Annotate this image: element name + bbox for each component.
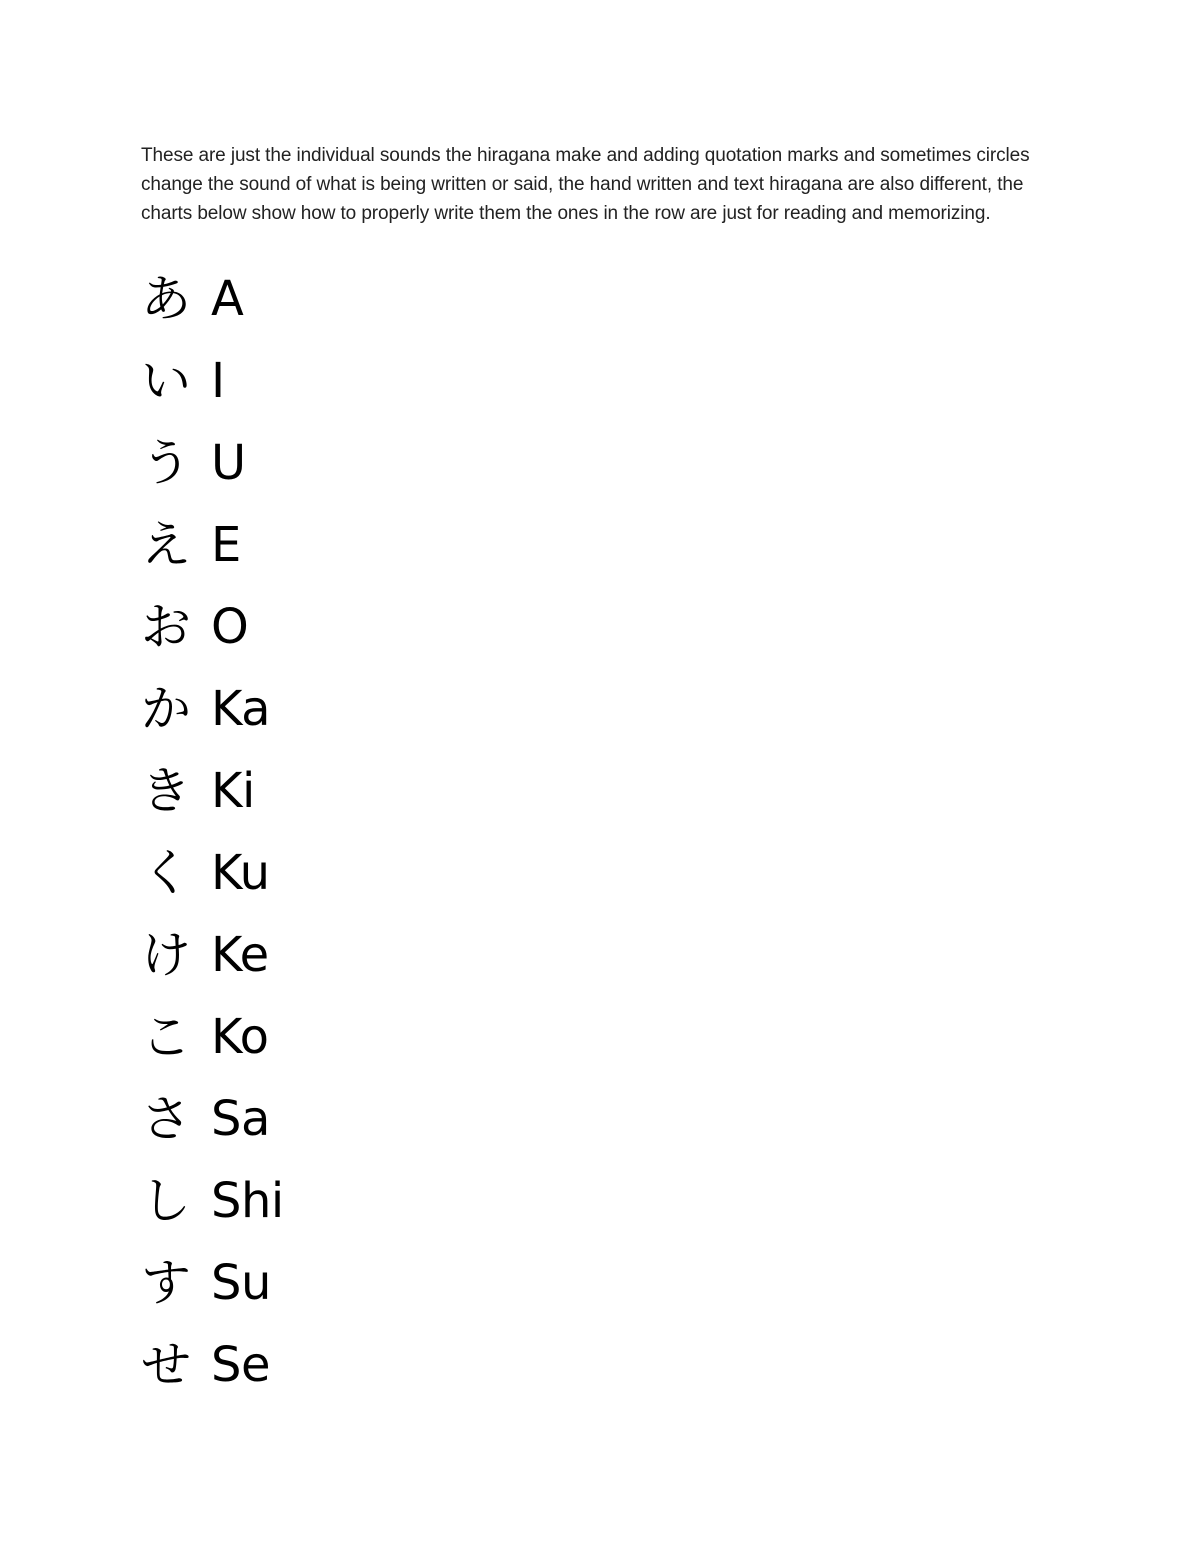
hiragana-character: お <box>141 598 191 656</box>
romaji-reading: A <box>211 271 244 327</box>
hiragana-list <box>141 258 541 1406</box>
intro-paragraph: These are just the individual sounds the hiragana make and adding quotation marks and sometimes circles change the sound of what is being written or said, the hand written and text hiragana are also different, the charts below show how to properly write them the ones in the row are just for reading and memorizing. <box>141 145 1030 224</box>
hiragana-character: あ <box>141 270 191 328</box>
kana-row-sa <box>141 1078 541 1160</box>
hiragana-character: け <box>141 926 191 984</box>
romaji-reading: E <box>211 517 241 573</box>
kana-row-shi <box>141 1160 541 1242</box>
romaji-reading: I <box>211 353 225 409</box>
hiragana-character: す <box>141 1254 191 1312</box>
romaji-reading: O <box>211 599 249 655</box>
kana-row-o <box>141 586 541 668</box>
romaji-reading: Se <box>211 1337 270 1393</box>
romaji-reading: U <box>211 435 246 491</box>
hiragana-character: せ <box>141 1336 191 1394</box>
kana-row-ke <box>141 914 541 996</box>
hiragana-character: こ <box>141 1008 191 1066</box>
kana-row-i <box>141 340 541 422</box>
hiragana-character: え <box>141 516 191 574</box>
kana-row-ko <box>141 996 541 1078</box>
kana-row-u <box>141 422 541 504</box>
romaji-reading: Ke <box>211 927 269 983</box>
hiragana-character: か <box>141 680 191 738</box>
romaji-reading: Sa <box>211 1091 270 1147</box>
romaji-reading: Su <box>211 1255 271 1311</box>
hiragana-character: き <box>141 762 191 820</box>
romaji-reading: Ki <box>211 763 255 819</box>
hiragana-character: さ <box>141 1090 191 1148</box>
kana-row-su <box>141 1242 541 1324</box>
hiragana-character: う <box>141 434 191 492</box>
kana-row-e <box>141 504 541 586</box>
romaji-reading: Shi <box>211 1173 284 1229</box>
romaji-reading: Ko <box>211 1009 269 1065</box>
kana-row-ku <box>141 832 541 914</box>
kana-row-ki <box>141 750 541 832</box>
hiragana-character: し <box>141 1172 191 1230</box>
romaji-reading: Ku <box>211 845 270 901</box>
romaji-reading: Ka <box>211 681 271 737</box>
kana-row-se <box>141 1324 541 1406</box>
kana-row-ka <box>141 668 541 750</box>
kana-row-a <box>141 258 541 340</box>
hiragana-character: い <box>141 352 191 410</box>
hiragana-character: く <box>141 844 191 902</box>
